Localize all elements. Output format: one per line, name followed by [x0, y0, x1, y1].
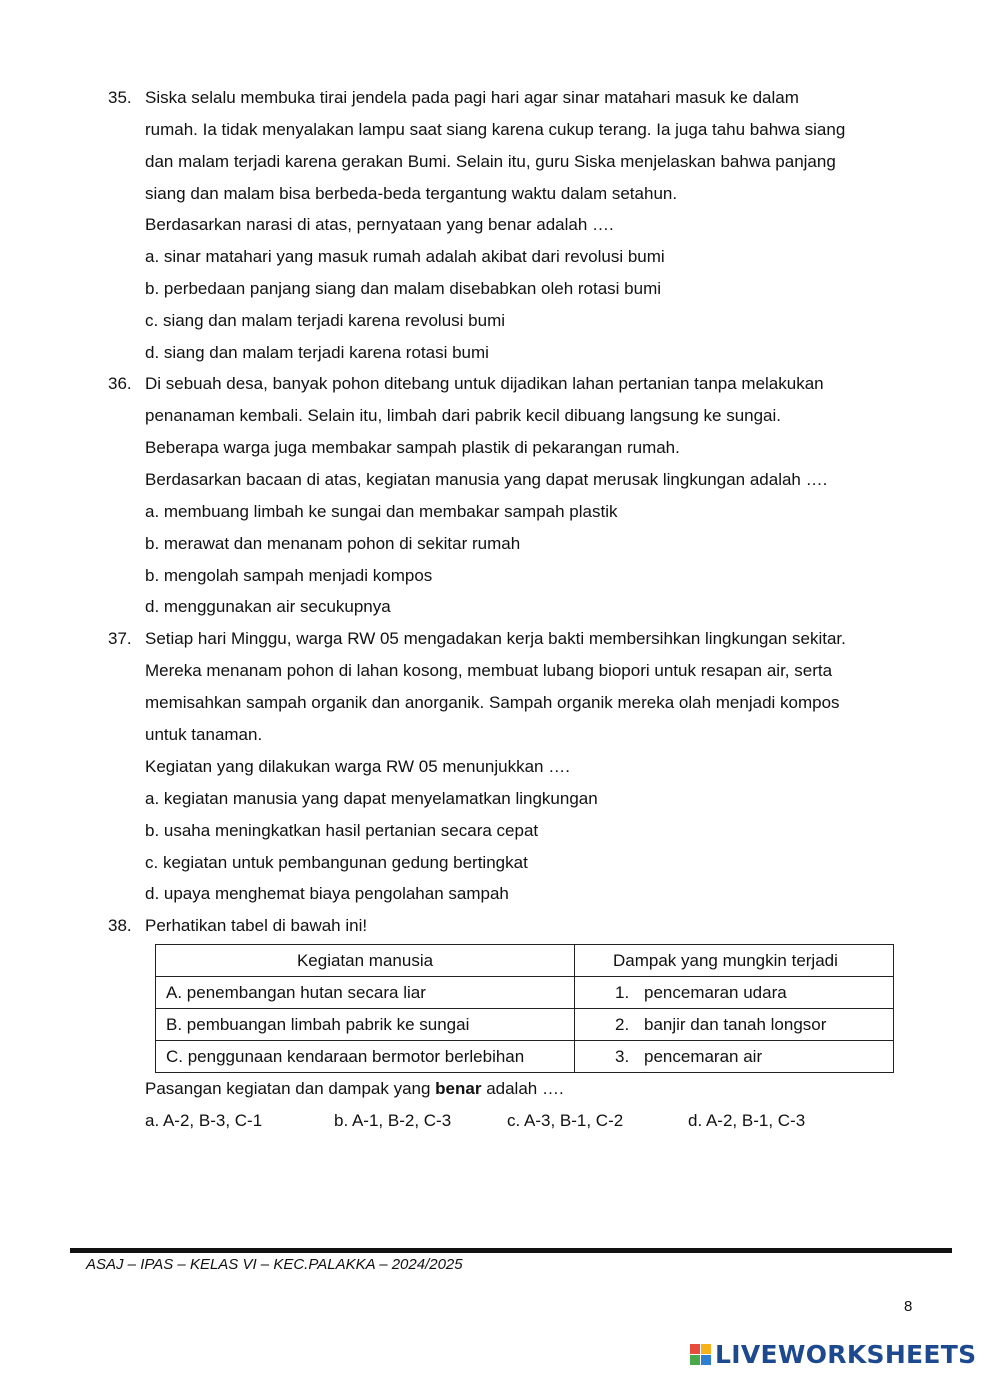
table-header-row	[156, 945, 894, 977]
question-number: 36.	[108, 374, 132, 393]
table-cell-activity: B. pembuangan limbah pabrik ke sungai	[156, 1009, 575, 1041]
prompt-text: Pasangan kegiatan dan dampak yang	[145, 1079, 436, 1098]
question-prompt: Kegiatan yang dilakukan warga RW 05 menunjukkan ….	[145, 757, 570, 776]
question-text-line: dan malam terjadi karena gerakan Bumi. Selain itu, guru Siska menjelaskan bahwa panjang	[145, 152, 836, 171]
prompt-emphasis: benar	[435, 1079, 482, 1098]
table-cell-impact	[575, 1041, 894, 1073]
question-text-line: Siska selalu membuka tirai jendela pada pagi hari agar sinar matahari masuk ke dalam	[145, 88, 799, 107]
table-row	[156, 977, 894, 1009]
question-text-line: untuk tanaman.	[145, 725, 263, 744]
question-text-line: Di sebuah desa, banyak pohon ditebang untuk dijadikan lahan pertanian tanpa melakukan	[145, 374, 824, 393]
impact-number: 1.	[615, 982, 630, 1002]
logo-tile	[701, 1344, 711, 1354]
question-number: 38.	[108, 916, 132, 935]
answer-option-a[interactable]: a. kegiatan manusia yang dapat menyelamatkan lingkungan	[145, 789, 598, 808]
answer-option-b[interactable]: b. merawat dan menanam pohon di sekitar rumah	[145, 534, 521, 553]
answer-option-a[interactable]: a. membuang limbah ke sungai dan membakar sampah plastik	[145, 502, 618, 521]
logo-tiles-icon	[690, 1344, 711, 1365]
answer-option-c[interactable]: c. A-3, B-1, C-2	[507, 1111, 624, 1130]
prompt-text: adalah ….	[481, 1079, 564, 1098]
question-prompt	[145, 1079, 564, 1099]
page-number: 8	[904, 1298, 913, 1315]
answer-option-b[interactable]: b. A-1, B-2, C-3	[334, 1111, 452, 1130]
liveworksheets-logo	[690, 1340, 976, 1369]
answer-option-d[interactable]: d. siang dan malam terjadi karena rotasi bumi	[145, 343, 489, 362]
table-row	[156, 1041, 894, 1073]
question-text-line: siang dan malam bisa berbeda-beda tergantung waktu dalam setahun.	[145, 184, 678, 203]
table-header-cell: Kegiatan manusia	[156, 945, 575, 977]
impact-text: banjir dan tanah longsor	[644, 1014, 827, 1034]
table-cell-impact	[575, 1009, 894, 1041]
answer-option-d[interactable]: d. menggunakan air secukupnya	[145, 597, 391, 616]
answer-option-c[interactable]: c. siang dan malam terjadi karena revolusi bumi	[145, 311, 506, 330]
footer-divider	[70, 1248, 952, 1253]
question-text-line: Setiap hari Minggu, warga RW 05 mengadakan kerja bakti membersihkan lingkungan sekitar.	[145, 629, 846, 648]
answer-option-d[interactable]: d. A-2, B-1, C-3	[688, 1111, 806, 1130]
logo-tile	[690, 1344, 700, 1354]
logo-tile	[690, 1355, 700, 1365]
impact-text: pencemaran air	[644, 1046, 763, 1066]
question-text-line: penanaman kembali. Selain itu, limbah dari pabrik kecil dibuang langsung ke sungai.	[145, 406, 782, 425]
question-text-line: memisahkan sampah organik dan anorganik. Sampah organik mereka olah menjadi kompos	[145, 693, 840, 712]
question-text-line: rumah. Ia tidak menyalakan lampu saat siang karena cukup terang. Ia juga tahu bahwa siang	[145, 120, 846, 139]
question-prompt: Berdasarkan bacaan di atas, kegiatan manusia yang dapat merusak lingkungan adalah ….	[145, 470, 828, 489]
activity-impact-table	[155, 944, 894, 1073]
impact-text: pencemaran udara	[644, 982, 787, 1002]
answer-option-c[interactable]: b. mengolah sampah menjadi kompos	[145, 566, 433, 585]
table-cell-activity: C. penggunaan kendaraan bermotor berlebihan	[156, 1041, 575, 1073]
question-number: 35.	[108, 88, 132, 107]
question-text-line: Mereka menanam pohon di lahan kosong, membuat lubang biopori untuk resapan air, serta	[145, 661, 833, 680]
question-text-line: Beberapa warga juga membakar sampah plastik di pekarangan rumah.	[145, 438, 680, 457]
question-text-line: Perhatikan tabel di bawah ini!	[145, 916, 368, 935]
impact-number: 2.	[615, 1014, 630, 1034]
logo-text: LIVEWORKSHEETS	[715, 1340, 977, 1369]
answer-option-a[interactable]: a. A-2, B-3, C-1	[145, 1111, 263, 1130]
table-header-cell: Dampak yang mungkin terjadi	[575, 945, 894, 977]
impact-number: 3.	[615, 1046, 630, 1066]
answer-option-b[interactable]: b. perbedaan panjang siang dan malam disebabkan oleh rotasi bumi	[145, 279, 662, 298]
footer-text: ASAJ – IPAS – KELAS VI – KEC.PALAKKA – 2024/2025	[86, 1256, 463, 1273]
table-cell-activity: A. penembangan hutan secara liar	[156, 977, 575, 1009]
answer-option-c[interactable]: c. kegiatan untuk pembangunan gedung bertingkat	[145, 853, 528, 872]
question-number: 37.	[108, 629, 132, 648]
answer-option-a[interactable]: a. sinar matahari yang masuk rumah adalah akibat dari revolusi bumi	[145, 247, 665, 266]
question-prompt: Berdasarkan narasi di atas, pernyataan yang benar adalah ….	[145, 215, 614, 234]
logo-tile	[701, 1355, 711, 1365]
answer-option-b[interactable]: b. usaha meningkatkan hasil pertanian secara cepat	[145, 821, 539, 840]
table-cell-impact	[575, 977, 894, 1009]
table-row	[156, 1009, 894, 1041]
answer-option-d[interactable]: d. upaya menghemat biaya pengolahan sampah	[145, 884, 509, 903]
